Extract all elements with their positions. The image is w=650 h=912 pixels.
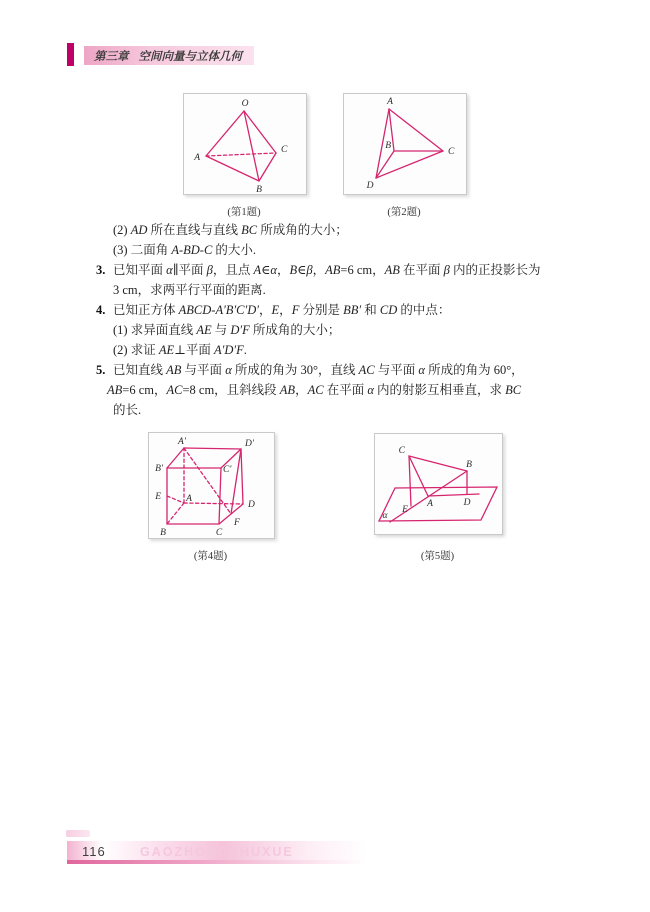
fig4-label-D: D [248, 500, 255, 510]
page-number: 116 [82, 844, 106, 859]
fig1-solid-edges [206, 111, 276, 181]
problem3-line1: 已知平面 α∥平面 β，且点 A∈α，B∈β，AB=6 cm，AB 在平面 β 内的正投影长为 [113, 263, 541, 277]
problem5-line1: 已知直线 AB 与平面 α 所成的角为 30°，直线 AC 与平面 α 所成的角为 60°， [113, 363, 524, 377]
fig2-label-C: C [448, 147, 455, 157]
fig5-plane-parallelogram [379, 487, 497, 521]
fig4-label-B: B [160, 528, 166, 538]
figure-2-box [343, 93, 467, 195]
fig1-hidden-edge-AC [206, 153, 276, 156]
figure-4-box [148, 432, 275, 539]
problem5-line3: 的长. [113, 403, 142, 417]
figure-5-plane-svg [375, 434, 502, 534]
figure-1-tetrahedron-svg [184, 94, 306, 194]
chapter-number: 第三章 [94, 50, 129, 63]
problem4-line1: 已知正方体 ABCD-A′B′C′D′，E，F 分别是 BB′ 和 CD 的中点： [113, 303, 451, 317]
fig4-solid-edges [167, 448, 243, 524]
figure-5-box [374, 433, 503, 535]
fig4-label-F: F [234, 518, 240, 528]
fig5-label-A: A [427, 499, 433, 509]
problem2-part3: (3) 二面角 A-BD-C 的大小. [113, 243, 257, 257]
fig1-label-C: C [281, 145, 288, 155]
fig4-label-A: A [186, 494, 192, 504]
fig5-label-alpha: α [382, 511, 388, 521]
fig1-label-O: O [241, 99, 249, 109]
problem3-line2: 3 cm，求两平行平面的距离. [113, 283, 266, 297]
footer-gradient-strip [67, 860, 367, 864]
problem2-part2: (2) AD 所在直线与直线 BC 所成角的大小； [113, 223, 348, 237]
fig4-label-D-prime: D′ [245, 439, 254, 449]
figure-1-box [183, 93, 307, 195]
figure-1-caption: (第1题) [227, 207, 261, 218]
fig1-label-B: B [256, 185, 262, 194]
footer-watermark: GAOZHONGSHUXUE [140, 845, 294, 859]
fig2-label-B: B [385, 141, 391, 151]
fig5-label-C: C [398, 446, 405, 456]
problem4-sub2: (2) 求证 AE⊥平面 A′D′F. [113, 343, 247, 357]
fig4-label-C-prime: C′ [223, 465, 232, 475]
chapter-title: 空间向量与立体几何 [138, 50, 242, 63]
figure-5-caption: (第5题) [420, 551, 455, 562]
fig1-label-A: A [194, 153, 200, 163]
chapter-accent-bar [67, 43, 74, 66]
fig5-label-E: E [402, 505, 408, 515]
figure-2-tetrahedron-svg [344, 94, 466, 194]
figure-4-caption: (第4题) [193, 551, 228, 562]
problem4-number: 4. [96, 303, 106, 317]
problem3-number: 3. [96, 263, 106, 277]
fig4-label-E: E [155, 492, 161, 502]
fig2-label-A: A [387, 97, 393, 107]
chapter-header [84, 46, 254, 65]
fig4-label-C: C [215, 528, 223, 538]
footer-decoration-blob [66, 830, 90, 837]
problem4-sub1: (1) 求异面直线 AE 与 D′F 所成角的大小； [113, 323, 341, 337]
figure-2-caption: (第2题) [387, 207, 421, 218]
fig2-label-D: D [366, 181, 374, 191]
problem5-line2: AB=6 cm，AC=8 cm，且斜线段 AB，AC 在平面 α 内的射影互相垂直，求 BC [107, 383, 522, 397]
figure-4-cube-svg [149, 433, 274, 538]
fig4-label-B-prime: B′ [155, 464, 163, 474]
fig4-label-A-prime: A′ [178, 437, 186, 447]
fig5-label-D: D [463, 498, 471, 508]
problem5-number: 5. [96, 363, 106, 377]
fig5-label-B: B [466, 460, 472, 470]
